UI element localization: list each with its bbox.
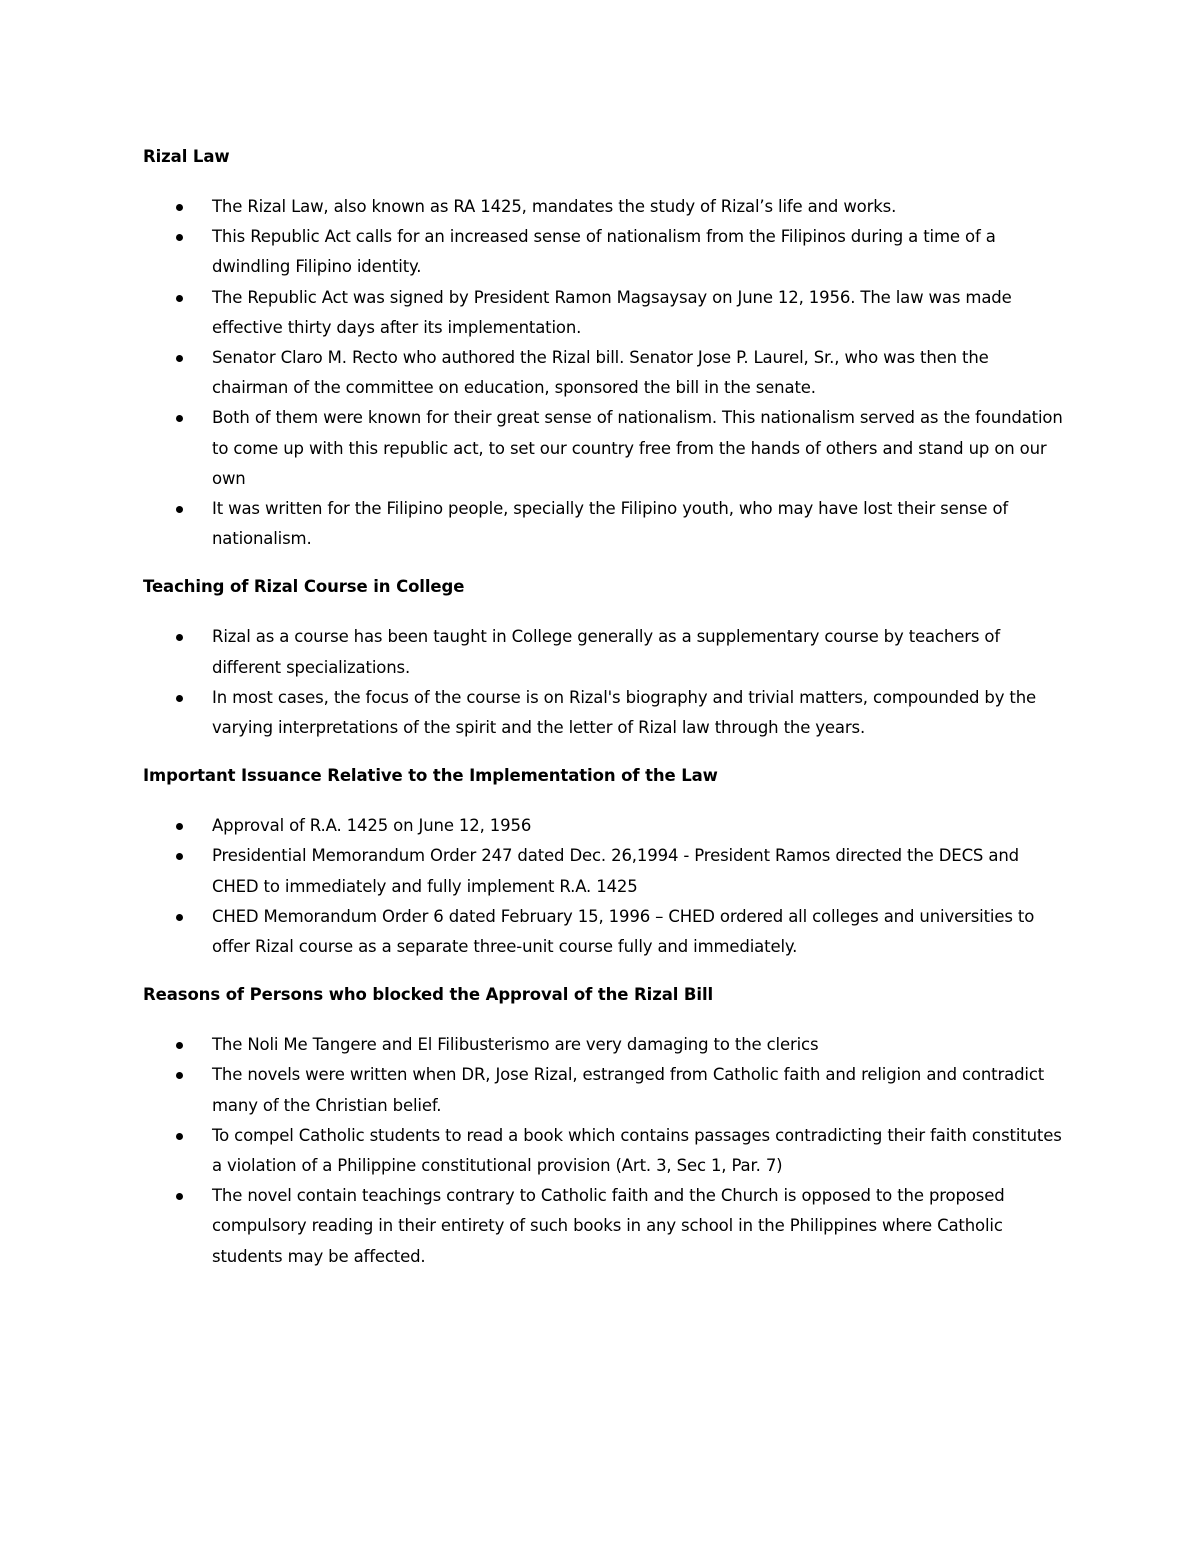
bullet-icon (176, 295, 183, 302)
list-item (143, 343, 1063, 403)
list-item-text: The Republic Act was signed by President Ramon Magsaysay on June 12, 1956. The law was made effective thirty days after its implementation. (212, 287, 1012, 337)
bullet-icon (176, 1072, 183, 1079)
section-heading: Rizal Law (143, 147, 230, 166)
list-item-text: Both of them were known for their great sense of nationalism. This nationalism served as the foundation to come up with this republic act, to set our country free from the hands of others and stand up on our own (212, 408, 1063, 488)
list-item (143, 811, 1063, 841)
list-item (143, 494, 1063, 554)
list-item (143, 902, 1063, 962)
bullet-icon (176, 204, 183, 211)
list-item-text: Senator Claro M. Recto who authored the Rizal bill. Senator Jose P. Laurel, Sr., who was then the chairman of the committee on education, sponsored the bill in the senate. (212, 348, 989, 398)
section-heading: Teaching of Rizal Course in College (143, 577, 465, 597)
list-item-text: In most cases, the focus of the course is on Rizal's biography and trivial matters, compounded by the varying interpretations of the spirit and the letter of Rizal law through the years. (212, 687, 1037, 738)
list-item-text: Presidential Memorandum Order 247 dated Dec. 26,1994 - President Ramos directed the DECS and CHED to immediately and fully implement R.A. 1425 (212, 846, 1019, 896)
list-item-text: This Republic Act calls for an increased sense of nationalism from the Filipinos during a time of a dwindling Filipino identity. (212, 227, 996, 277)
list-item (143, 222, 1063, 282)
list-item (143, 683, 1063, 743)
list-item-text: To compel Catholic students to read a book which contains passages contradicting their faith constitutes a violation of a Philippine constitutional provision (Art. 3, Sec 1, Par. 7) (212, 1125, 1062, 1176)
document-content (143, 142, 1063, 1290)
bullet-list (143, 811, 1063, 962)
section-heading: Reasons of Persons who blocked the Approval of the Rizal Bill (143, 985, 714, 1005)
bullet-list (143, 622, 1063, 743)
bullet-icon (176, 234, 183, 241)
list-item (143, 192, 1063, 222)
section-rizal-law (143, 142, 1063, 554)
list-item-text: It was written for the Filipino people, specially the Filipino youth, who may have lost their sense of nationalism. (212, 499, 1009, 549)
list-item (143, 841, 1063, 901)
bullet-icon (176, 355, 183, 362)
section-heading: Important Issuance Relative to the Implementation of the Law (143, 766, 718, 786)
list-item-text: The Rizal Law, also known as RA 1425, mandates the study of Rizal’s life and works. (212, 197, 897, 216)
section-teaching-of-rizal-course (143, 572, 1063, 743)
list-item (143, 1181, 1063, 1272)
list-item (143, 622, 1063, 682)
bullet-list (143, 192, 1063, 554)
list-item (143, 283, 1063, 343)
bullet-icon (176, 823, 183, 830)
list-item-text: The novel contain teachings contrary to Catholic faith and the Church is opposed to the proposed compulsory reading in their entirety of such books in any school in the Philippines where Catholic students may be affected. (212, 1186, 1005, 1266)
list-item (143, 1121, 1063, 1181)
bullet-icon (176, 506, 183, 513)
bullet-icon (176, 695, 183, 702)
list-item-text: CHED Memorandum Order 6 dated February 15, 1996 – CHED ordered all colleges and universities to offer Rizal course as a separate three-unit course fully and immediately. (212, 906, 1035, 957)
bullet-icon (176, 1193, 183, 1200)
list-item (143, 403, 1063, 494)
bullet-icon (176, 1133, 183, 1140)
section-reasons-blocked (143, 980, 1063, 1272)
list-item (143, 1060, 1063, 1120)
list-item-text: Rizal as a course has been taught in College generally as a supplementary course by teachers of different specializations. (212, 627, 1001, 677)
list-item-text: The novels were written when DR, Jose Rizal, estranged from Catholic faith and religion and contradict many of the Christian belief. (212, 1065, 1045, 1115)
bullet-icon (176, 853, 183, 860)
list-item-text: The Noli Me Tangere and El Filibusterismo are very damaging to the clerics (212, 1035, 819, 1055)
bullet-icon (176, 914, 183, 921)
section-important-issuance (143, 761, 1063, 962)
bullet-icon (176, 415, 183, 422)
bullet-list (143, 1030, 1063, 1272)
bullet-icon (176, 1042, 183, 1049)
list-item (143, 1030, 1063, 1060)
list-item-text: Approval of R.A. 1425 on June 12, 1956 (212, 816, 532, 836)
bullet-icon (176, 634, 183, 641)
